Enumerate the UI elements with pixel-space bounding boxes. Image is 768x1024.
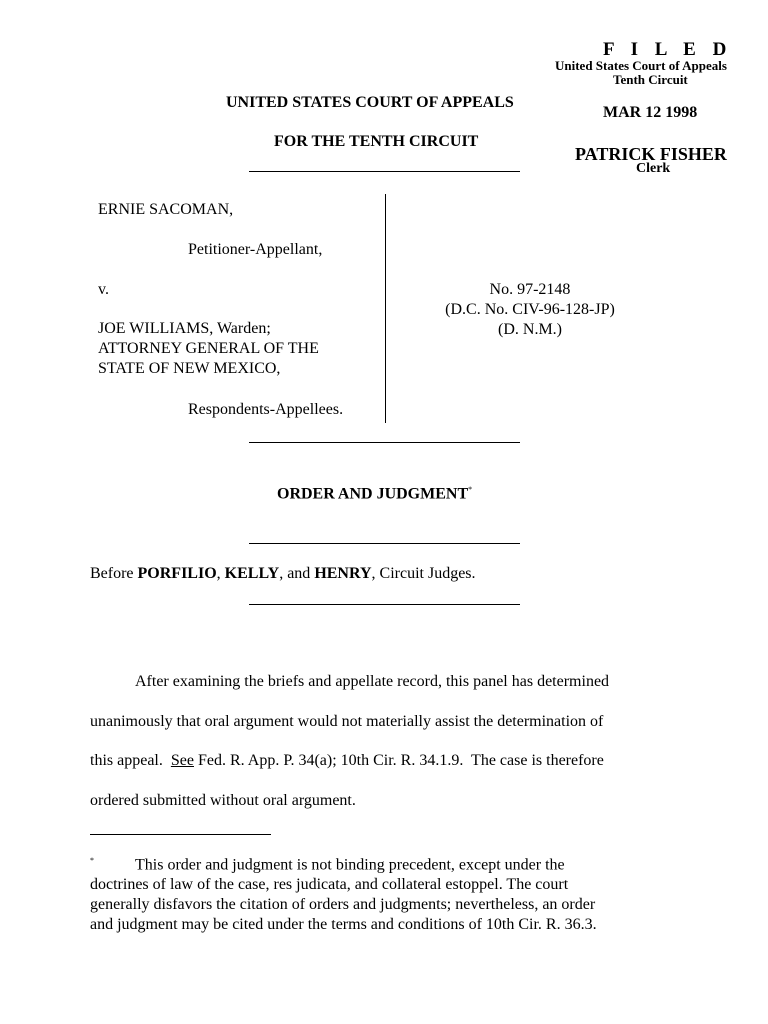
petitioner-name: ERNIE SACOMAN, <box>98 201 234 218</box>
order-title-text: ORDER AND JUDGMENT <box>277 485 469 503</box>
footnote-line-4: and judgment may be cited under the terms and conditions of 10th Cir. R. 36.3. <box>90 916 597 934</box>
respondent-line-2: ATTORNEY GENERAL OF THE <box>98 340 319 357</box>
judge-porfilio: PORFILIO <box>137 565 217 582</box>
order-title-rule <box>249 543 520 544</box>
court-name: UNITED STATES COURT OF APPEALS <box>226 94 514 111</box>
respondent-line-1: JOE WILLIAMS, Warden; <box>98 320 271 337</box>
footnote-line-1-text: This order and judgment is not binding precedent, except under the <box>135 856 565 874</box>
body-line-4: ordered submitted without oral argument. <box>90 791 356 809</box>
judge-henry: HENRY <box>314 565 372 582</box>
district: (D. N.M.) <box>498 321 562 338</box>
court-circuit: FOR THE TENTH CIRCUIT <box>274 133 479 150</box>
respondent-role: Respondents-Appellees. <box>188 401 344 418</box>
panel-line <box>90 565 476 583</box>
footnote-separator <box>90 834 271 835</box>
body-line-1: After examining the briefs and appellate record, this panel has determined <box>135 673 610 690</box>
footnote-marker: * <box>90 856 94 865</box>
body-line-2: unanimously that oral argument would not materially assist the determination of <box>90 712 604 730</box>
filed-stamp-title: F I L E D <box>603 39 733 60</box>
case-number: No. 97-2148 <box>489 281 571 298</box>
filed-stamp-circuit: Tenth Circuit <box>613 72 688 87</box>
case-number-block <box>430 280 630 340</box>
body-line-3-pre: this appeal. <box>90 752 171 769</box>
panel-separator-2: , and <box>279 565 315 582</box>
district-case-number: (D.C. No. CIV-96-128-JP) <box>445 301 615 318</box>
see-signal: See <box>170 752 194 769</box>
filed-stamp-date: MAR 12 1998 <box>603 104 698 121</box>
order-title <box>277 485 472 503</box>
caption-bottom-rule <box>249 442 520 443</box>
versus: v. <box>98 281 109 298</box>
order-body <box>90 662 690 820</box>
footnote-line-3: generally disfavors the citation of orders and judgments; nevertheless, an order <box>90 896 596 914</box>
panel-separator-1: , <box>216 565 225 582</box>
petitioner-role: Petitioner-Appellant, <box>188 241 323 258</box>
footnote <box>90 851 680 935</box>
caption-divider <box>385 194 386 423</box>
footnote-reference: * <box>468 485 473 494</box>
footnote-line-1 <box>90 851 680 875</box>
filed-stamp-clerk-name: PATRICK FISHER <box>575 144 727 164</box>
body-line-3 <box>90 741 690 781</box>
panel-rule <box>249 604 520 605</box>
body-line-3-post: Fed. R. App. P. 34(a); 10th Cir. R. 34.1.9. The case is therefore <box>193 752 604 769</box>
panel-suffix: , Circuit Judges. <box>371 565 476 582</box>
panel-before: Before <box>90 565 138 582</box>
judge-kelly: KELLY <box>224 565 280 582</box>
footnote-line-2: doctrines of law of the case, res judicata, and collateral estoppel. The court <box>90 876 569 894</box>
respondent-line-3: STATE OF NEW MEXICO, <box>98 360 281 377</box>
filed-stamp-court: United States Court of Appeals <box>555 58 727 73</box>
heading-rule <box>249 171 520 172</box>
filed-stamp-clerk-title: Clerk <box>636 161 671 176</box>
